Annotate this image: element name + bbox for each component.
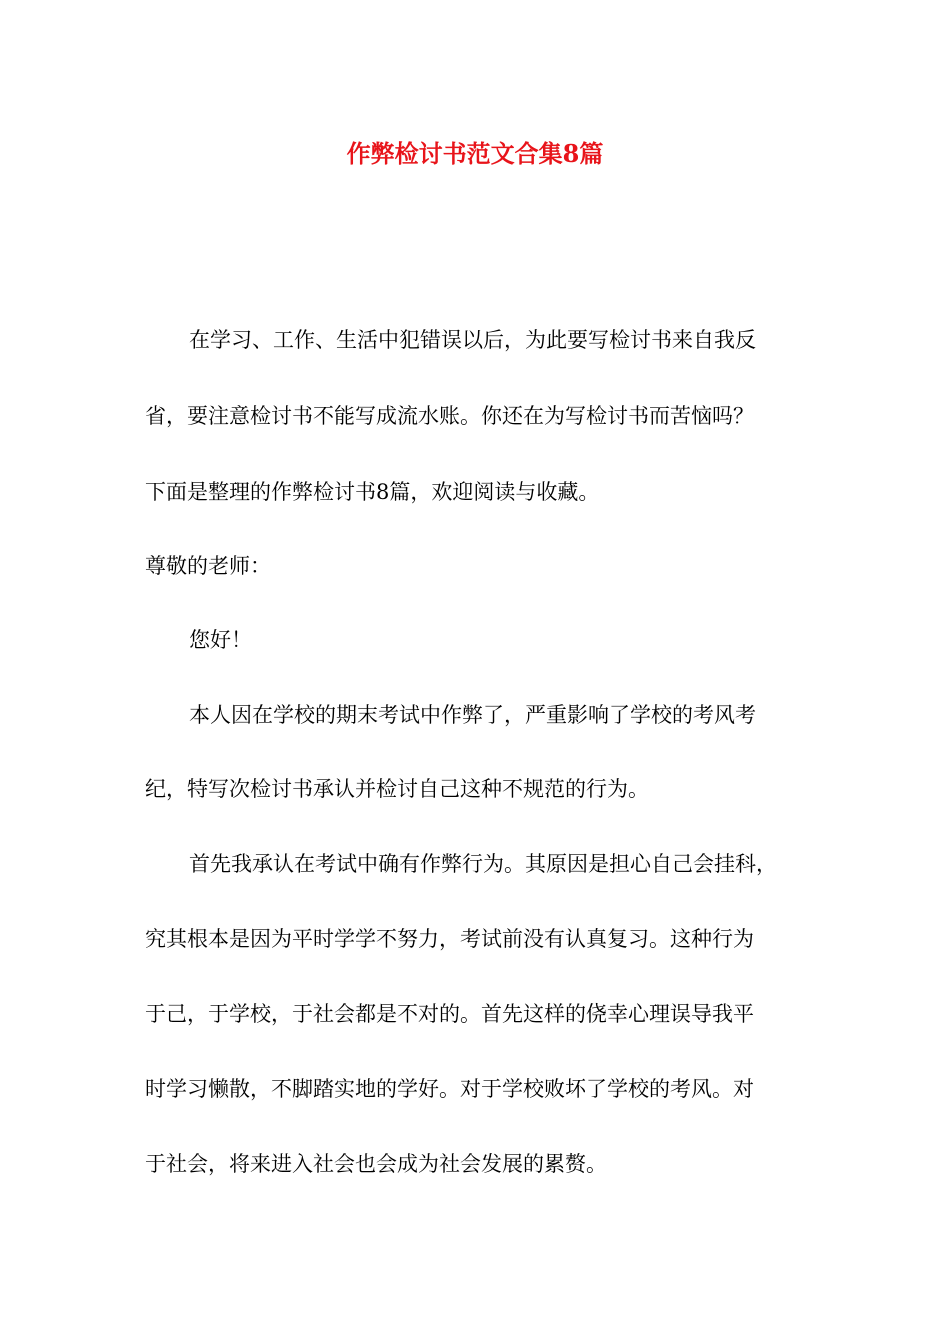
body-line-1: 本人因在学校的期末考试中作弊了，严重影响了学校的考风考: [189, 703, 756, 727]
body-line-3: 首先我承认在考试中确有作弊行为。其原因是担心自己会挂科，: [189, 852, 777, 876]
intro-line-1: 在学习、工作、生活中犯错误以后，为此要写检讨书来自我反: [189, 328, 756, 352]
body-line-6: 时学习懒散，不脚踏实地的学好。对于学校败坏了学校的考风。对: [145, 1077, 754, 1101]
document-title: 作弊检讨书范文合集8篇: [346, 139, 604, 168]
body-line-5: 于己，于学校，于社会都是不对的。首先这样的侥幸心理误导我平: [145, 1002, 754, 1026]
body-line-4: 究其根本是因为平时学学不努力，考试前没有认真复习。这种行为: [145, 927, 754, 951]
body-line-7: 于社会，将来进入社会也会成为社会发展的累赘。: [145, 1152, 607, 1176]
intro-line-3: 下面是整理的作弊检讨书8篇，欢迎阅读与收藏。: [145, 480, 600, 504]
greeting: 您好！: [189, 628, 252, 652]
salutation: 尊敬的老师：: [145, 554, 271, 578]
body-line-2: 纪，特写次检讨书承认并检讨自己这种不规范的行为。: [145, 777, 649, 801]
intro-line-2: 省，要注意检讨书不能写成流水账。你还在为写检讨书而苦恼吗？: [145, 404, 754, 428]
